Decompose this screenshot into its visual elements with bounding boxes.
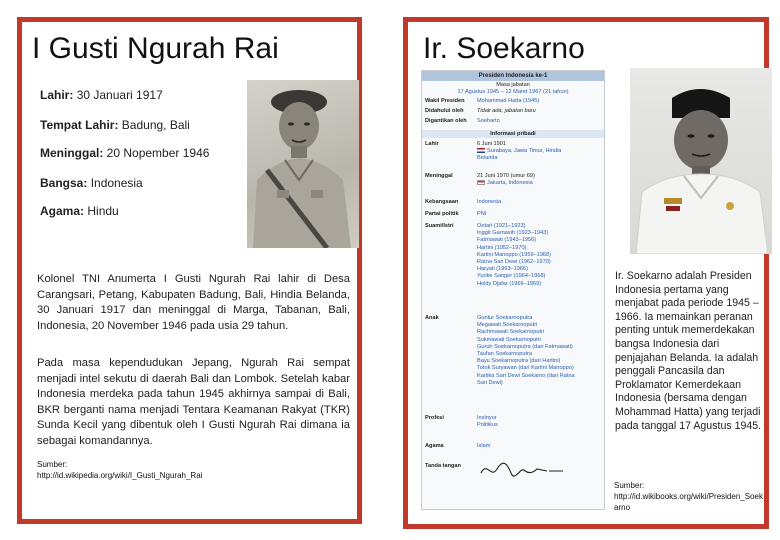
infobox-value-group: [477, 141, 602, 163]
infobox-value[interactable]: Mohammad Hatta (1945): [477, 98, 540, 104]
infobox-value-group: [477, 315, 602, 387]
infobox-value[interactable]: Ratna Sari Dewi (1962–1970): [477, 259, 551, 266]
infobox-value[interactable]: Megawati Soekarnoputri: [477, 322, 538, 329]
portrait-illustration: [630, 68, 772, 254]
portrait-photo: [630, 68, 772, 254]
source-link[interactable]: http://id.wikibooks.org/wiki/Presiden_Soekarno: [614, 492, 763, 512]
infobox-value[interactable]: Soeharto: [477, 118, 500, 124]
infobox-value[interactable]: Sukmawati Soekarnoputri: [477, 336, 541, 343]
infobox-label: Meninggal: [425, 173, 453, 179]
infobox-value[interactable]: Guntur Soekarnoputra: [477, 315, 533, 321]
infobox-value-group: [477, 180, 602, 187]
infobox-label: Wakil Presiden: [425, 98, 465, 104]
infobox-value[interactable]: Bayu Soekarnoputra (dari Hartini): [477, 358, 561, 365]
infobox-value[interactable]: Insinyur: [477, 415, 497, 421]
infobox-value-group: [477, 211, 602, 218]
fact-label: Tempat Lahir:: [40, 118, 119, 132]
fact-value: Badung, Bali: [121, 118, 190, 132]
infobox-value[interactable]: Fatmawati (1943–1956): [477, 237, 537, 244]
infobox-label: Kebangsaan: [425, 199, 459, 205]
fact-value: 30 Januari 1917: [76, 88, 163, 102]
fact-tempat-lahir: [40, 118, 190, 132]
infobox-value[interactable]: Islam: [477, 443, 491, 449]
infobox-value[interactable]: Yurike Sanger (1964–1968): [477, 273, 546, 280]
infobox-value-group: [477, 148, 602, 155]
fact-label: Agama:: [40, 204, 85, 218]
source-citation: [614, 480, 764, 513]
infobox-label: Profesi: [425, 415, 444, 421]
fact-lahir: [40, 88, 163, 102]
netherlands-flag-icon: [477, 148, 485, 153]
infobox-header: Presiden Indonesia ke-1: [422, 71, 604, 81]
source-label: Sumber:: [37, 460, 68, 469]
infobox-value[interactable]: Inggit Garnasih (1923–1943): [477, 230, 549, 237]
infobox-value[interactable]: Heldy Djafar (1966–1969): [477, 280, 542, 287]
infobox-label: Partai politik: [425, 211, 459, 217]
fact-label: Meninggal:: [40, 146, 104, 160]
infobox-value[interactable]: Jakarta, Indonesia: [487, 180, 533, 187]
fact-agama: [40, 204, 119, 218]
infobox-value[interactable]: Politikus: [477, 422, 498, 429]
infobox-value-group: [477, 443, 602, 450]
card-title: Ir. Soekarno: [423, 32, 585, 65]
infobox-value[interactable]: Belanda: [477, 155, 498, 162]
source-link[interactable]: http://id.wikipedia.org/wiki/I_Gusti_Ngurah_Rai: [37, 471, 203, 480]
infobox-label: Agama: [425, 443, 444, 449]
infobox-value[interactable]: Indonesia: [477, 199, 502, 205]
biography-paragraph-1: Kolonel TNI Anumerta I Gusti Ngurah Rai lahir di Desa Carangsari, Petang, Kabupaten Badung, Bali, Hindia Belanda, 30 Januari 1917 dan meninggal di Marga, Tabanan, Bali, Indonesia, 20 November 1946 pada usia 29 tahun.: [37, 273, 350, 332]
card-i-gusti-ngurah-rai: [17, 17, 362, 524]
infobox-value-group: [477, 108, 602, 115]
biography-paragraph-2: Pada masa kependudukan Jepang, Ngurah Rai sempat menjadi intel sekutu di daerah Bali dan Lombok. Setelah kabar Indonesia merdeka pada tahun 1945 akhirnya sampai di Bali, BKR berganti nama menjadi Tentara Keamanan Rakyat (TKR) Sunda Kecil yang dibentuk oleh I Gusti Ngurah Rai dimana ia sebagai komandannya.: [37, 357, 350, 447]
infobox-label: Tanda tangan: [425, 463, 461, 469]
signature-image: [477, 459, 602, 484]
fact-bangsa: [40, 176, 143, 190]
fact-meninggal: [40, 146, 209, 160]
infobox-row: [422, 98, 604, 108]
indonesia-flag-icon: [477, 180, 485, 185]
infobox-label: Didahului oleh: [425, 108, 464, 114]
infobox-term-value[interactable]: 17 Agustus 1945 – 12 Maret 1967 (21 tahun): [457, 89, 569, 95]
infobox-value[interactable]: Haryati (1963–1966): [477, 266, 528, 273]
infobox-value-group: [477, 118, 602, 125]
fact-value: Hindu: [87, 204, 119, 218]
infobox-value[interactable]: Totok Suryawan (dari Kartini Manoppo): [477, 365, 574, 372]
infobox-value-group: [477, 199, 602, 206]
fact-label: Lahir:: [40, 88, 74, 102]
infobox-value-group: [477, 415, 602, 429]
infobox-value[interactable]: Sari Dewi): [477, 379, 503, 386]
infobox-value[interactable]: Taufan Soekarnoputra: [477, 351, 533, 358]
fact-label: Bangsa:: [40, 176, 88, 190]
infobox-term-label: Masa jabatan: [496, 82, 530, 88]
infobox-label: Anak: [425, 315, 439, 321]
infobox-value[interactable]: Guruh Soekarnoputra (dari Fatmawati): [477, 343, 573, 350]
infobox-value-group: [477, 173, 602, 187]
infobox-value: Tidak ada, jabatan baru: [477, 108, 536, 114]
portrait-illustration: [247, 80, 359, 248]
infobox-value: 6 Juni 1901: [477, 141, 506, 147]
portrait-photo: [247, 80, 359, 248]
fact-value: Indonesia: [90, 176, 143, 190]
infobox-section-header: Informasi pribadi: [422, 130, 604, 138]
infobox-value: 21 Juni 1970 (umur 69): [477, 173, 535, 179]
infobox-value[interactable]: Kartika Sari Dewi Soekarno (dari Ratna: [477, 372, 575, 379]
infobox-value-group: [477, 223, 602, 288]
source-citation: [37, 459, 202, 481]
card-title: I Gusti Ngurah Rai: [32, 32, 279, 65]
biography-paragraph: Ir. Soekarno adalah Presiden Indonesia pertama yang menjabat pada periode 1945 – 1966. Ia memainkan peranan penting untuk memerdekakan bangsa Indonesia dari penjajahan Belanda. Ia adalah penggali Pancasila dan Proklamator Kemerdekaan Indonesia (bersama dengan Mohammad Hatta) yang terjadi pada tanggal 17 Agustus 1945.: [615, 270, 762, 432]
infobox-value[interactable]: Rachmawati Soekarnoputri: [477, 329, 545, 336]
infobox-value-group: [477, 98, 602, 105]
wikipedia-infobox: [421, 70, 605, 510]
infobox-value[interactable]: Hartini (1952–1970): [477, 244, 527, 251]
infobox-value[interactable]: PNI: [477, 211, 487, 217]
infobox-row: [422, 108, 604, 118]
infobox-label: Digantikan oleh: [425, 118, 467, 124]
infobox-label: Lahir: [425, 141, 439, 147]
card-ir-soekarno: [403, 17, 769, 529]
source-label: Sumber:: [614, 481, 645, 490]
fact-value: 20 Nopember 1946: [106, 146, 210, 160]
infobox-value[interactable]: Surabaya, Jawa Timur, Hindia: [487, 148, 562, 155]
infobox-value[interactable]: Kartini Manoppo (1959–1968): [477, 251, 552, 258]
infobox-label: Suami/Istri: [425, 223, 454, 229]
infobox-value[interactable]: Oetari (1921–1923): [477, 223, 526, 229]
infobox-row: [422, 459, 604, 489]
infobox-row: [422, 118, 604, 128]
